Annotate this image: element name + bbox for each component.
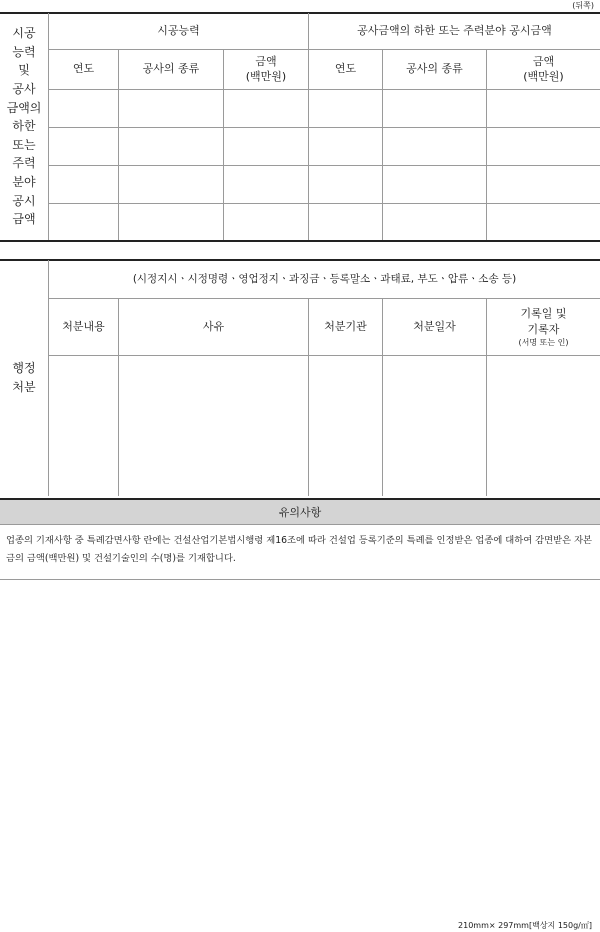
- section2-side-label: 행정 처분: [12, 361, 36, 394]
- table-row[interactable]: [49, 128, 600, 165]
- column-header-work-type: 공사의 종류: [406, 62, 463, 76]
- notes-title: 유의사항: [0, 498, 600, 525]
- section1-side-label: 시공 능력 및 공사 금액의 하한 또는 주력 분야 공시 금액: [6, 26, 42, 227]
- table-row[interactable]: [49, 356, 600, 496]
- group-header-capability: 시공능력: [157, 23, 200, 37]
- column-header-disposition-content: 처분내용: [62, 319, 105, 333]
- paper-spec-footer: 210mm× 297mm[백상지 150g/㎡]: [458, 921, 592, 930]
- notes-bottom-border: [0, 579, 600, 580]
- column-header-authority: 처분기관: [324, 319, 367, 333]
- notes-text: 업종의 기재사항 중 특례감면사항 란에는 건설산업기본법시행령 제16조에 따라 건설업 등록기준의 특례를 인정받은 업종에 대하여 감면받은 자본금의 금액(백만원) 및 건설기술인의 수(명)를 기재합니다.: [6, 535, 593, 564]
- group-header-public-amount: 공사금액의 하한 또는 주력분야 공시금액: [357, 23, 552, 37]
- column-header-year: 연도: [72, 62, 95, 76]
- column-header-amount: 금액 (백만원): [523, 54, 564, 83]
- column-header-reason: 사유: [202, 319, 225, 333]
- column-header-date: 처분일자: [413, 319, 456, 333]
- group-header-disposition-types: (시정지시ㆍ시정명령ㆍ영업정지ㆍ과징금ㆍ등록말소ㆍ과태료, 부도ㆍ압류ㆍ소송 등): [132, 272, 517, 285]
- table-row[interactable]: [49, 90, 600, 127]
- column-header-amount: 금액 (백만원): [245, 54, 287, 83]
- column-header-record: [487, 299, 600, 355]
- record-signature-note: (서명 또는 인): [518, 338, 569, 348]
- column-header-year: 연도: [334, 62, 357, 76]
- back-side-label: (뒤쪽): [572, 1, 594, 10]
- section1-bottom-border: [0, 240, 600, 242]
- record-title: 기록일 및 기록자: [520, 306, 567, 336]
- column-header-work-type: 공사의 종류: [142, 62, 200, 76]
- table-row[interactable]: [49, 204, 600, 240]
- table-row[interactable]: [49, 166, 600, 203]
